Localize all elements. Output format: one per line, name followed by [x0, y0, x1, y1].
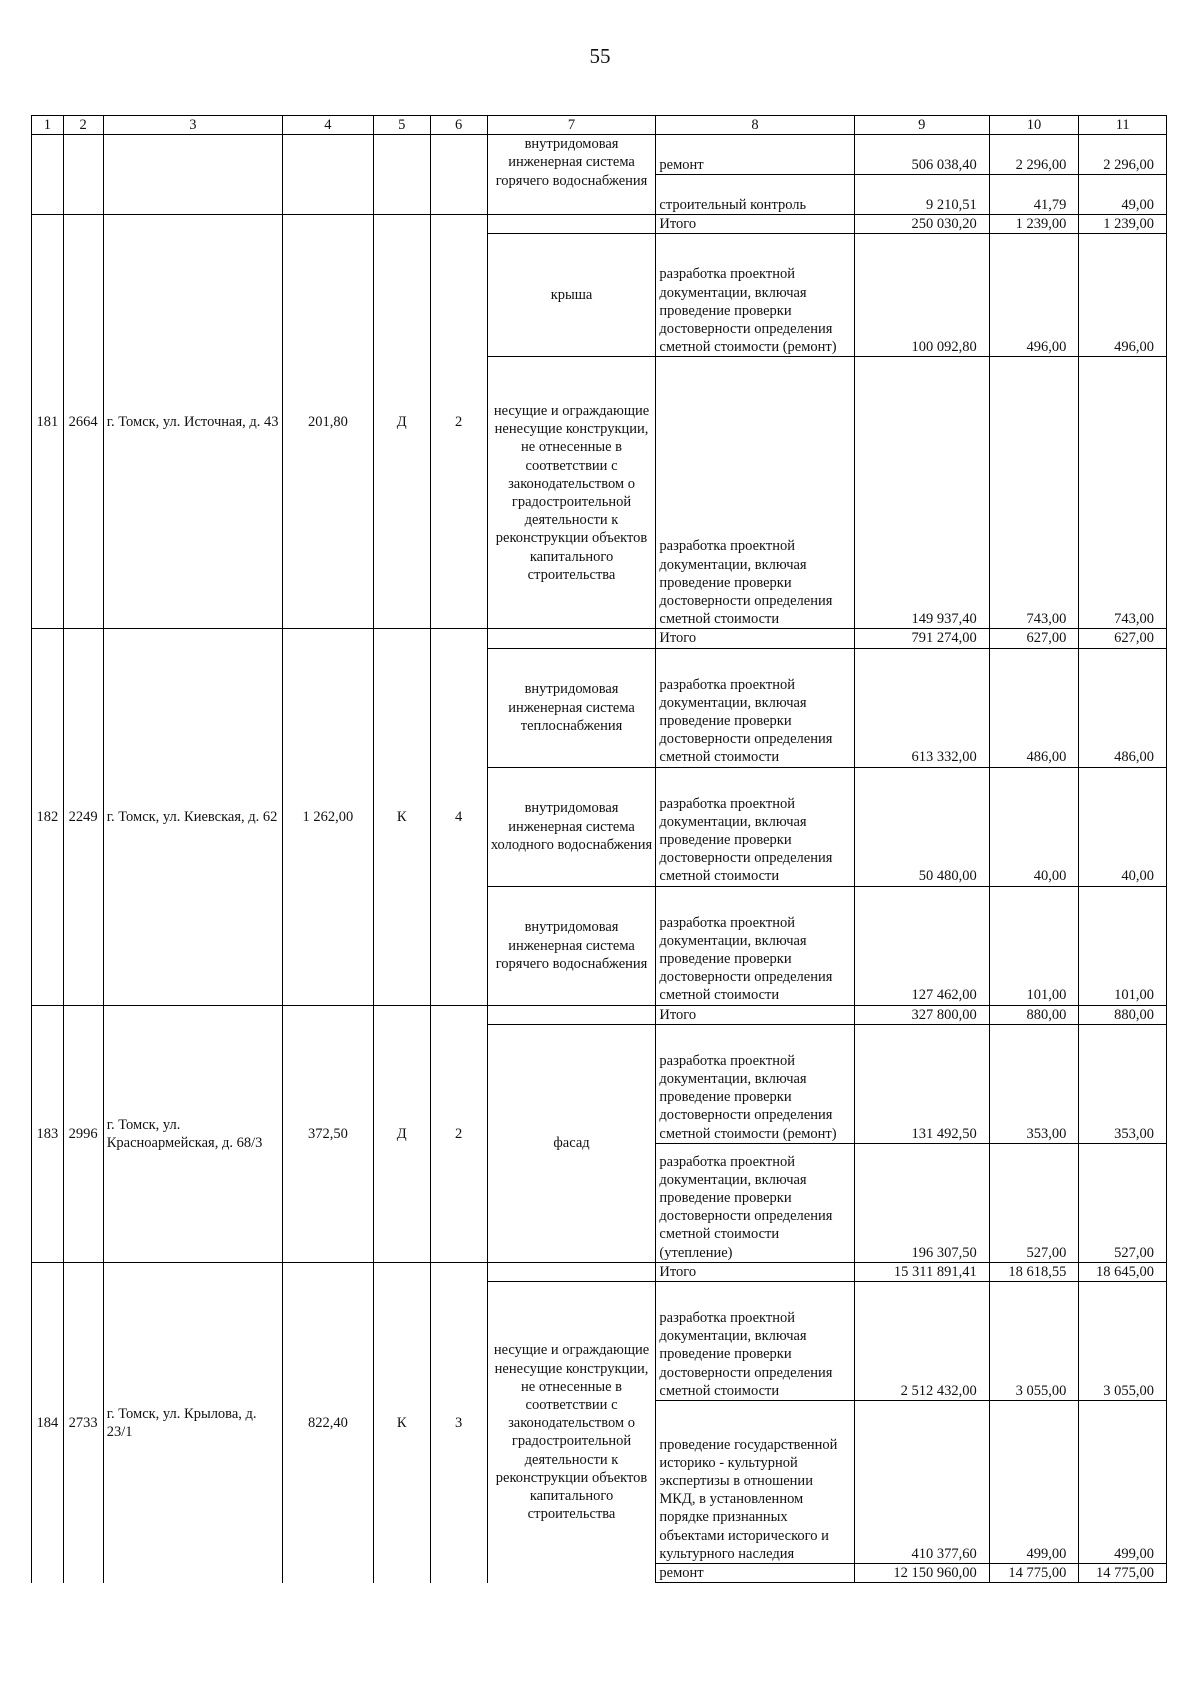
cost-value: 12 150 960,00 — [854, 1564, 989, 1583]
building-element: внутридомовая инженерная система теплоснабжения — [487, 648, 656, 767]
cost-value: 100 092,80 — [854, 234, 989, 357]
empty-cell — [487, 1005, 656, 1024]
record-number: 181 — [32, 215, 64, 629]
unit-cost-value: 353,00 — [989, 1024, 1079, 1143]
total-row — [32, 629, 1167, 648]
floors: 3 — [430, 1262, 487, 1582]
column-header: 10 — [989, 116, 1079, 135]
column-header: 2 — [63, 116, 103, 135]
work-type: ремонт — [656, 135, 854, 175]
unit-cost-limit: 2 296,00 — [1079, 135, 1167, 175]
unit-cost-value: 499,00 — [989, 1401, 1079, 1564]
unit-cost-value: 496,00 — [989, 234, 1079, 357]
column-header: 5 — [373, 116, 430, 135]
cost-value: 131 492,50 — [854, 1024, 989, 1143]
work-type: проведение государственной историко - культурной экспертизы в отношении МКД, в установленном порядке признанных объектами исторического и культурного наследия — [656, 1401, 854, 1564]
repair-schedule-table — [31, 115, 1167, 1583]
work-type: ремонт — [656, 1564, 854, 1583]
address: г. Томск, ул. Крылова, д. 23/1 — [103, 1262, 282, 1582]
column-number-row — [32, 116, 1167, 135]
empty-cell — [487, 629, 656, 648]
work-type: разработка проектной документации, включая проведение проверки достоверности определения сметной стоимости — [656, 648, 854, 767]
cost-value: 196 307,50 — [854, 1143, 989, 1262]
total-unit-limit: 880,00 — [1079, 1005, 1167, 1024]
unit-cost-value: 101,00 — [989, 886, 1079, 1005]
total-unit-cost: 880,00 — [989, 1005, 1079, 1024]
record-number: 184 — [32, 1262, 64, 1582]
building-type: К — [373, 1262, 430, 1582]
floors: 2 — [430, 1005, 487, 1262]
total-unit-limit: 627,00 — [1079, 629, 1167, 648]
area: 201,80 — [283, 215, 374, 629]
column-header: 6 — [430, 116, 487, 135]
unit-cost-value: 527,00 — [989, 1143, 1079, 1262]
cost-value: 127 462,00 — [854, 886, 989, 1005]
unit-cost-limit: 49,00 — [1079, 175, 1167, 215]
column-header: 9 — [854, 116, 989, 135]
building-element: несущие и ограждающие ненесущие конструкции, не отнесенные в соответствии с законодательством о градостроительной деятельности к реконструкции объектов капитального строительства — [487, 1282, 656, 1583]
unit-cost-limit: 353,00 — [1079, 1024, 1167, 1143]
total-unit-cost: 1 239,00 — [989, 215, 1079, 234]
area: 1 262,00 — [283, 629, 374, 1005]
page-number: 55 — [589, 44, 611, 68]
building-type: Д — [373, 215, 430, 629]
unit-cost-value: 41,79 — [989, 175, 1079, 215]
empty-cell — [487, 215, 656, 234]
total-unit-limit: 18 645,00 — [1079, 1262, 1167, 1281]
floors: 4 — [430, 629, 487, 1005]
unit-cost-limit: 14 775,00 — [1079, 1564, 1167, 1583]
record-id: 2249 — [63, 629, 103, 1005]
cost-value: 410 377,60 — [854, 1401, 989, 1564]
unit-cost-limit: 101,00 — [1079, 886, 1167, 1005]
unit-cost-limit: 40,00 — [1079, 767, 1167, 886]
cost-value: 2 512 432,00 — [854, 1282, 989, 1401]
area: 372,50 — [283, 1005, 374, 1262]
table-row — [32, 135, 1167, 175]
empty-cell — [103, 135, 282, 215]
empty-cell — [63, 135, 103, 215]
building-type: К — [373, 629, 430, 1005]
column-header: 11 — [1079, 116, 1167, 135]
empty-cell — [487, 1262, 656, 1281]
unit-cost-value: 743,00 — [989, 357, 1079, 629]
work-type: разработка проектной документации, включая проведение проверки достоверности определения сметной стоимости (ремонт) — [656, 1024, 854, 1143]
cost-value: 9 210,51 — [854, 175, 989, 215]
unit-cost-value: 3 055,00 — [989, 1282, 1079, 1401]
cost-value: 50 480,00 — [854, 767, 989, 886]
total-row — [32, 1005, 1167, 1024]
column-header: 8 — [656, 116, 854, 135]
building-element: несущие и ограждающие ненесущие конструкции, не отнесенные в соответствии с законодательством о градостроительной деятельности к реконструкции объектов капитального строительства — [487, 357, 656, 629]
total-row — [32, 215, 1167, 234]
total-cost: 15 311 891,41 — [854, 1262, 989, 1281]
column-header: 7 — [487, 116, 656, 135]
column-header: 3 — [103, 116, 282, 135]
total-label: Итого — [656, 629, 854, 648]
unit-cost-limit: 527,00 — [1079, 1143, 1167, 1262]
record-number: 183 — [32, 1005, 64, 1262]
empty-cell — [430, 135, 487, 215]
unit-cost-limit: 743,00 — [1079, 357, 1167, 629]
work-type: разработка проектной документации, включая проведение проверки достоверности определения сметной стоимости — [656, 767, 854, 886]
unit-cost-value: 14 775,00 — [989, 1564, 1079, 1583]
address: г. Томск, ул. Красноармейская, д. 68/3 — [103, 1005, 282, 1262]
cost-value: 149 937,40 — [854, 357, 989, 629]
unit-cost-value: 2 296,00 — [989, 135, 1079, 175]
area: 822,40 — [283, 1262, 374, 1582]
record-id: 2996 — [63, 1005, 103, 1262]
total-unit-cost: 18 618,55 — [989, 1262, 1079, 1281]
unit-cost-value: 40,00 — [989, 767, 1079, 886]
record-id: 2733 — [63, 1262, 103, 1582]
empty-cell — [32, 135, 64, 215]
work-type: разработка проектной документации, включая проведение проверки достоверности определения сметной стоимости (утепление) — [656, 1143, 854, 1262]
floors: 2 — [430, 215, 487, 629]
total-label: Итого — [656, 1262, 854, 1281]
unit-cost-limit: 3 055,00 — [1079, 1282, 1167, 1401]
column-header: 4 — [283, 116, 374, 135]
building-element: внутридомовая инженерная система горячего водоснабжения — [487, 135, 656, 215]
unit-cost-limit: 486,00 — [1079, 648, 1167, 767]
building-element: фасад — [487, 1024, 656, 1262]
work-type: разработка проектной документации, включая проведение проверки достоверности определения сметной стоимости — [656, 886, 854, 1005]
empty-cell — [373, 135, 430, 215]
total-cost: 791 274,00 — [854, 629, 989, 648]
building-element: крыша — [487, 234, 656, 357]
work-type: строительный контроль — [656, 175, 854, 215]
record-number: 182 — [32, 629, 64, 1005]
building-element: внутридомовая инженерная система холодного водоснабжения — [487, 767, 656, 886]
unit-cost-value: 486,00 — [989, 648, 1079, 767]
total-row — [32, 1262, 1167, 1281]
cost-value: 613 332,00 — [854, 648, 989, 767]
total-label: Итого — [656, 215, 854, 234]
total-unit-cost: 627,00 — [989, 629, 1079, 648]
address: г. Томск, ул. Киевская, д. 62 — [103, 629, 282, 1005]
unit-cost-limit: 496,00 — [1079, 234, 1167, 357]
column-header: 1 — [32, 116, 64, 135]
address: г. Томск, ул. Источная, д. 43 — [103, 215, 282, 629]
building-element: внутридомовая инженерная система горячего водоснабжения — [487, 886, 656, 1005]
work-type: разработка проектной документации, включая проведение проверки достоверности определения сметной стоимости — [656, 357, 854, 629]
work-type: разработка проектной документации, включая проведение проверки достоверности определения сметной стоимости — [656, 1282, 854, 1401]
cost-value: 506 038,40 — [854, 135, 989, 175]
building-type: Д — [373, 1005, 430, 1262]
empty-cell — [283, 135, 374, 215]
total-label: Итого — [656, 1005, 854, 1024]
record-id: 2664 — [63, 215, 103, 629]
total-cost: 250 030,20 — [854, 215, 989, 234]
unit-cost-limit: 499,00 — [1079, 1401, 1167, 1564]
total-unit-limit: 1 239,00 — [1079, 215, 1167, 234]
work-type: разработка проектной документации, включая проведение проверки достоверности определения сметной стоимости (ремонт) — [656, 234, 854, 357]
total-cost: 327 800,00 — [854, 1005, 989, 1024]
